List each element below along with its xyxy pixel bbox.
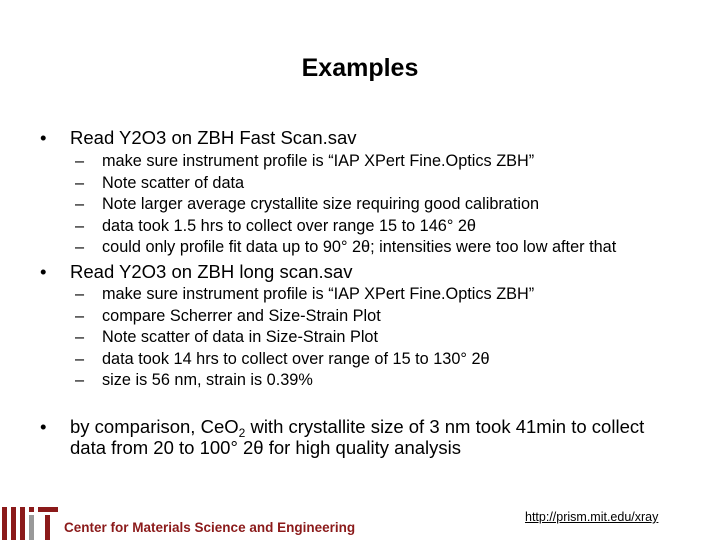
footer-url-link[interactable]: http://prism.mit.edu/xray: [525, 510, 659, 524]
sub-item-text: Note scatter of data in Size-Strain Plot: [102, 328, 379, 346]
mit-logo-icon: [2, 507, 58, 540]
sub-item-text: could only profile fit data up to 90° 2θ; intensities were too low after that: [102, 238, 617, 256]
sub-item-text: compare Scherrer and Size-Strain Plot: [102, 306, 381, 325]
dash-marker: –: [75, 306, 85, 325]
footer-org-name: Center for Materials Science and Engineering: [64, 520, 356, 535]
bullet-text: Read Y2O3 on ZBH long scan.sav: [70, 261, 353, 282]
sub-item-text: make sure instrument profile is “IAP XPert Fine.Optics ZBH”: [102, 152, 535, 170]
dash-marker: –: [75, 349, 85, 368]
dash-marker: –: [75, 328, 85, 346]
dash-marker: –: [75, 173, 85, 192]
sub-item-text: Note larger average crystallite size requiring good calibration: [102, 195, 540, 213]
dash-marker: –: [75, 152, 85, 170]
bullet-text: Read Y2O3 on ZBH Fast Scan.sav: [70, 127, 357, 148]
bullet-marker: •: [40, 416, 47, 437]
dash-marker: –: [75, 371, 85, 389]
bullet-text-part: by comparison, CeO: [70, 416, 239, 437]
sub-item-text: size is 56 nm, strain is 0.39%: [102, 371, 313, 389]
sub-item-text: Note scatter of data: [102, 173, 245, 192]
slide-title: Examples: [301, 54, 419, 82]
subscript: 2: [238, 426, 246, 440]
dash-marker: –: [75, 285, 85, 303]
bullet-text-part: with crystallite size of 3 nm took 41min to collect data from 20 to 100° 2θ for high quality analysis: [70, 416, 645, 458]
dash-marker: –: [75, 195, 85, 213]
bullet-marker: •: [40, 127, 47, 148]
dash-marker: –: [75, 216, 85, 235]
sub-item-text: data took 1.5 hrs to collect over range 15 to 146° 2θ: [102, 216, 476, 235]
bullet-marker: •: [40, 261, 47, 282]
dash-marker: –: [75, 238, 85, 256]
sub-item-text: make sure instrument profile is “IAP XPert Fine.Optics ZBH”: [102, 285, 535, 303]
bullet-text: [70, 416, 670, 458]
sub-item-text: data took 14 hrs to collect over range of 15 to 130° 2θ: [102, 349, 490, 368]
